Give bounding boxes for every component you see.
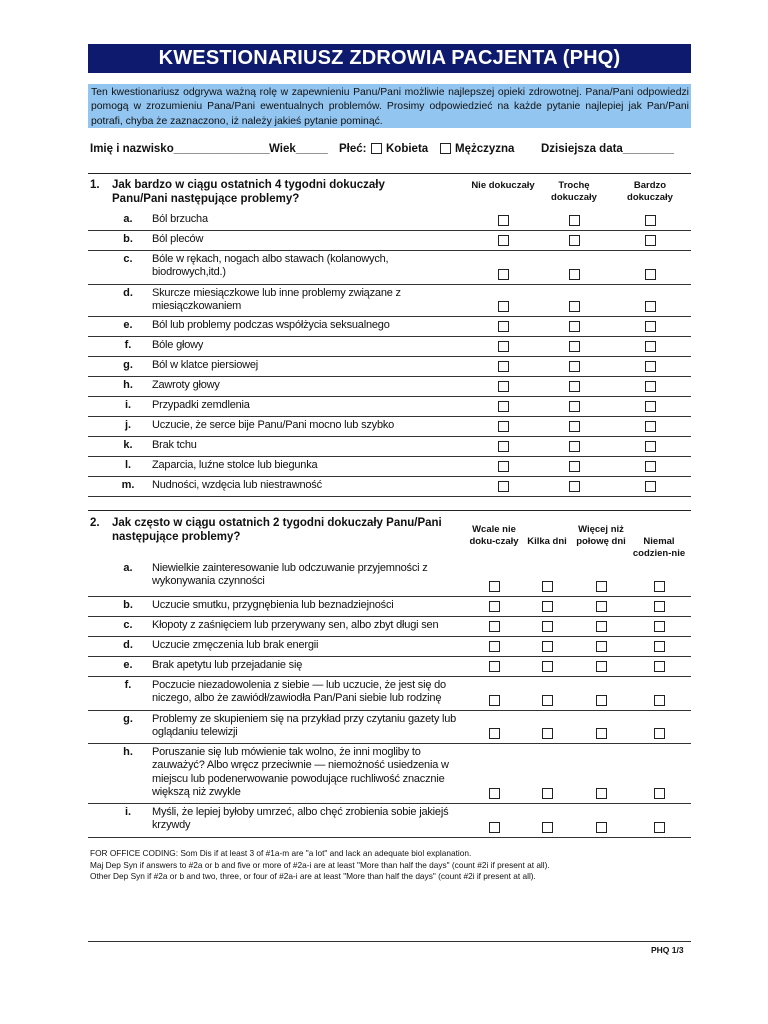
- q2-answer-checkbox[interactable]: [654, 601, 665, 612]
- date-field[interactable]: Dzisiejsza data________: [541, 143, 674, 155]
- q2-answer-checkbox[interactable]: [654, 661, 665, 672]
- q1-answer-checkbox[interactable]: [569, 301, 580, 312]
- q1-answer-checkbox[interactable]: [569, 361, 580, 372]
- patient-info-line: [88, 143, 691, 159]
- q1-answer-checkbox[interactable]: [645, 401, 656, 412]
- q2-answer-checkbox[interactable]: [489, 621, 500, 632]
- q1-answer-checkbox[interactable]: [498, 215, 509, 226]
- item-text: Problemy ze skupieniem się na przykład przy czytaniu gazety lub oglądaniu telewizji: [152, 713, 457, 739]
- q1-answer-checkbox[interactable]: [569, 401, 580, 412]
- female-checkbox[interactable]: [371, 143, 382, 154]
- q2-item-row: [88, 710, 691, 744]
- item-letter: c.: [123, 253, 133, 265]
- item-text: Skurcze miesiączkowe lub inne problemy związane z miesiączkowaniem: [152, 287, 401, 313]
- q2-column-header: Więcej niż połowę dni: [576, 524, 626, 547]
- item-text: Brak tchu: [152, 439, 197, 451]
- q2-answer-checkbox[interactable]: [542, 641, 553, 652]
- q2-answer-checkbox[interactable]: [596, 822, 607, 833]
- q2-question: Jak często w ciągu ostatnich 2 tygodni dokuczały Panu/Pani następujące problemy?: [112, 517, 442, 543]
- coding-line-1: FOR OFFICE CODING: Som Dis if at least 3 of #1a-m are "a lot" and lack an adequate biol explanation.: [90, 848, 472, 858]
- q1-answer-checkbox[interactable]: [645, 321, 656, 332]
- item-text: Myśli, że lepiej byłoby umrzeć, albo chęć zrobienia sobie jakiejś krzywdy: [152, 806, 449, 832]
- q2-item-row: [88, 676, 691, 711]
- q2-column-header: Wcale nie doku-czały: [469, 524, 519, 547]
- q2-item-row: [88, 596, 691, 617]
- item-text: Bóle w rękach, nogach albo stawach (kolanowych, biodrowych,itd.): [152, 253, 389, 279]
- footer-rule: [88, 941, 691, 942]
- item-text: Poruszanie się lub mówienie tak wolno, że inni mogliby to zauważyć? Albo wręcz przeciwnie — niemożność usiedzenia w miejscu lub podenerwowanie powodujące ruchliwość znacznie większą niż zwykle: [152, 746, 449, 798]
- item-text: Poczucie niezadowolenia z siebie — lub uczucie, że jest się do niczego, albo że zawiódł/zawiodła Pan/Pani siebie lub rodzinę: [152, 679, 446, 705]
- q1-item-row: [88, 210, 691, 231]
- q2-number: 2.: [90, 517, 100, 529]
- item-text: Uczucie zmęczenia lub brak energii: [152, 639, 319, 651]
- item-text: Niewielkie zainteresowanie lub odczuwanie przyjemności z wykonywania czynności: [152, 562, 428, 588]
- q2-answer-checkbox[interactable]: [596, 661, 607, 672]
- item-letter: k.: [123, 439, 133, 451]
- q1-answer-checkbox[interactable]: [645, 441, 656, 452]
- item-text: Ból w klatce piersiowej: [152, 359, 259, 371]
- q2-answer-checkbox[interactable]: [542, 581, 553, 592]
- intro-text: Ten kwestionariusz odgrywa ważną rolę w zapewnieniu Panu/Pani możliwie najlepszej opieki zdrowotnej. Pana/Pani odpowiedzi pomogą w zrozumieniu Pana/Pani ewentualnych problemów. Prosimy odpowiedzieć na każde pytanie najlepiej jak Pan/Pani potrafi, chyba że zaznaczono, iż należy jakieś pytanie pominąć.: [88, 84, 691, 128]
- q1-answer-checkbox[interactable]: [569, 341, 580, 352]
- item-text: Ból pleców: [152, 233, 204, 245]
- item-letter: f.: [124, 339, 132, 351]
- item-letter: d.: [123, 639, 133, 651]
- item-letter: e.: [123, 659, 133, 671]
- item-letter: a.: [123, 562, 133, 574]
- q2-answer-checkbox[interactable]: [489, 788, 500, 799]
- q2-item-row: [88, 616, 691, 637]
- item-text: Brak apetytu lub przejadanie się: [152, 659, 303, 671]
- q1-item-row: [88, 436, 691, 457]
- q1-answer-checkbox[interactable]: [569, 381, 580, 392]
- q1-number: 1.: [90, 179, 100, 191]
- q1-answer-checkbox[interactable]: [645, 461, 656, 472]
- item-text: Ból brzucha: [152, 213, 208, 225]
- q2-item-row: [88, 559, 691, 597]
- q2-answer-checkbox[interactable]: [489, 695, 500, 706]
- q1-answer-checkbox[interactable]: [645, 269, 656, 280]
- item-letter: c.: [123, 619, 133, 631]
- item-text: Zaparcia, luźne stolce lub biegunka: [152, 459, 318, 471]
- item-letter: g.: [123, 359, 133, 371]
- office-coding-notes: [90, 848, 690, 883]
- q1-answer-checkbox[interactable]: [569, 441, 580, 452]
- item-letter: h.: [123, 746, 133, 758]
- q1-answer-checkbox[interactable]: [498, 461, 509, 472]
- q2-item-row: [88, 803, 691, 838]
- item-letter: a.: [123, 213, 133, 225]
- item-letter: l.: [124, 459, 132, 471]
- q2-answer-checkbox[interactable]: [654, 641, 665, 652]
- q1-answer-checkbox[interactable]: [569, 235, 580, 246]
- q1-answer-checkbox[interactable]: [645, 421, 656, 432]
- q2-answer-checkbox[interactable]: [654, 621, 665, 632]
- item-text: Ból lub problemy podczas współżycia seksualnego: [152, 319, 390, 331]
- q1-answer-checkbox[interactable]: [645, 341, 656, 352]
- q2-answer-checkbox[interactable]: [542, 601, 553, 612]
- item-letter: h.: [123, 379, 133, 391]
- item-letter: g.: [123, 713, 133, 725]
- item-text: Nudności, wzdęcia lub niestrawność: [152, 479, 322, 491]
- q1-item-row: [88, 284, 691, 317]
- q1-answer-checkbox[interactable]: [498, 301, 509, 312]
- item-letter: e.: [123, 319, 133, 331]
- q1-answer-checkbox[interactable]: [498, 321, 509, 332]
- item-letter: m.: [121, 479, 135, 491]
- q1-answer-checkbox[interactable]: [498, 441, 509, 452]
- male-option[interactable]: Mężczyzna: [440, 143, 514, 155]
- q2-answer-checkbox[interactable]: [542, 728, 553, 739]
- q1-answer-checkbox[interactable]: [498, 381, 509, 392]
- q1-column-header: Nie dokuczały: [471, 180, 535, 191]
- female-option[interactable]: Kobieta: [371, 143, 428, 155]
- q1-answer-checkbox[interactable]: [569, 269, 580, 280]
- q2-item-row: [88, 656, 691, 677]
- item-letter: d.: [123, 287, 133, 299]
- q1-answer-checkbox[interactable]: [645, 215, 656, 226]
- coding-line-3: Other Dep Syn if #2a or b and two, three, or four of #2a-i are at least "More than half the days" (count #2i if present at all).: [90, 871, 536, 881]
- q1-column-header: Bardzo dokuczały: [627, 180, 673, 203]
- q2-answer-checkbox[interactable]: [489, 661, 500, 672]
- page-number: PHQ 1/3: [651, 945, 684, 955]
- item-letter: j.: [124, 419, 132, 431]
- q2-answer-checkbox[interactable]: [542, 661, 553, 672]
- section-1-top-rule: [88, 173, 691, 174]
- q2-answer-checkbox[interactable]: [654, 695, 665, 706]
- q1-item-row: [88, 456, 691, 477]
- item-text: Uczucie smutku, przygnębienia lub beznadziejności: [152, 599, 394, 611]
- q1-answer-checkbox[interactable]: [569, 481, 580, 492]
- q2-answer-checkbox[interactable]: [542, 695, 553, 706]
- item-letter: b.: [123, 599, 133, 611]
- sex-label: Płeć:: [339, 143, 367, 155]
- q1-answer-checkbox[interactable]: [645, 481, 656, 492]
- q2-answer-checkbox[interactable]: [654, 581, 665, 592]
- item-text: Bóle głowy: [152, 339, 204, 351]
- q1-answer-checkbox[interactable]: [498, 341, 509, 352]
- q1-column-header: Trochę dokuczały: [551, 180, 597, 203]
- q2-answer-checkbox[interactable]: [654, 822, 665, 833]
- male-checkbox[interactable]: [440, 143, 451, 154]
- item-text: Kłopoty z zaśnięciem lub przerywany sen, albo zbyt długi sen: [152, 619, 439, 631]
- q2-item-row: [88, 636, 691, 657]
- q1-answer-checkbox[interactable]: [569, 215, 580, 226]
- q2-answer-checkbox[interactable]: [489, 822, 500, 833]
- item-letter: b.: [123, 233, 133, 245]
- q2-answer-checkbox[interactable]: [542, 822, 553, 833]
- q1-answer-checkbox[interactable]: [498, 481, 509, 492]
- q2-answer-checkbox[interactable]: [489, 581, 500, 592]
- q2-answer-checkbox[interactable]: [489, 641, 500, 652]
- q2-answer-checkbox[interactable]: [596, 788, 607, 799]
- item-text: Uczucie, że serce bije Panu/Pani mocno lub szybko: [152, 419, 395, 431]
- item-letter: i.: [124, 399, 132, 411]
- q2-column-header: Kilka dni: [527, 536, 567, 547]
- q1-item-row: [88, 376, 691, 397]
- q2-answer-checkbox[interactable]: [596, 621, 607, 632]
- q1-item-row: [88, 476, 691, 497]
- item-text: Przypadki zemdlenia: [152, 399, 250, 411]
- coding-line-2: Maj Dep Syn if answers to #2a or b and five or more of #2a-i are at least "More than half the days" (count #2i if present at all).: [90, 859, 550, 870]
- q2-answer-checkbox[interactable]: [489, 728, 500, 739]
- q1-item-row: [88, 336, 691, 357]
- q2-item-row: [88, 743, 691, 804]
- q1-item-row: [88, 316, 691, 337]
- q2-answer-checkbox[interactable]: [654, 728, 665, 739]
- q2-answer-checkbox[interactable]: [596, 728, 607, 739]
- q2-answer-checkbox[interactable]: [542, 621, 553, 632]
- q1-answer-checkbox[interactable]: [569, 321, 580, 332]
- q2-answer-checkbox[interactable]: [542, 788, 553, 799]
- q1-item-row: [88, 416, 691, 437]
- q1-answer-checkbox[interactable]: [569, 461, 580, 472]
- q2-answer-checkbox[interactable]: [489, 601, 500, 612]
- q1-item-row: [88, 250, 691, 285]
- q1-question: Jak bardzo w ciągu ostatnich 4 tygodni dokuczały Panu/Pani następujące problemy?: [112, 179, 385, 205]
- q1-item-row: [88, 230, 691, 251]
- q1-answer-checkbox[interactable]: [645, 381, 656, 392]
- item-text: Zawroty głowy: [152, 379, 220, 391]
- q1-answer-checkbox[interactable]: [498, 235, 509, 246]
- item-letter: i.: [124, 806, 132, 818]
- section-2-top-rule: [88, 510, 691, 511]
- q1-answer-checkbox[interactable]: [645, 361, 656, 372]
- q1-item-row: [88, 356, 691, 377]
- q2-answer-checkbox[interactable]: [596, 695, 607, 706]
- q1-answer-checkbox[interactable]: [569, 421, 580, 432]
- form-title: KWESTIONARIUSZ ZDROWIA PACJENTA (PHQ): [88, 44, 691, 73]
- q1-item-row: [88, 396, 691, 417]
- q2-column-header: Niemal codzien-nie: [632, 536, 686, 559]
- q2-answer-checkbox[interactable]: [596, 641, 607, 652]
- q1-answer-checkbox[interactable]: [645, 235, 656, 246]
- name-field[interactable]: Imię i nazwisko_______________: [90, 143, 270, 155]
- q1-answer-checkbox[interactable]: [498, 421, 509, 432]
- q2-answer-checkbox[interactable]: [654, 788, 665, 799]
- q1-answer-checkbox[interactable]: [498, 269, 509, 280]
- q1-answer-checkbox[interactable]: [498, 401, 509, 412]
- item-letter: f.: [124, 679, 132, 691]
- q2-answer-checkbox[interactable]: [596, 601, 607, 612]
- age-field[interactable]: Wiek_____: [269, 143, 328, 155]
- q2-answer-checkbox[interactable]: [596, 581, 607, 592]
- q1-answer-checkbox[interactable]: [498, 361, 509, 372]
- q1-answer-checkbox[interactable]: [645, 301, 656, 312]
